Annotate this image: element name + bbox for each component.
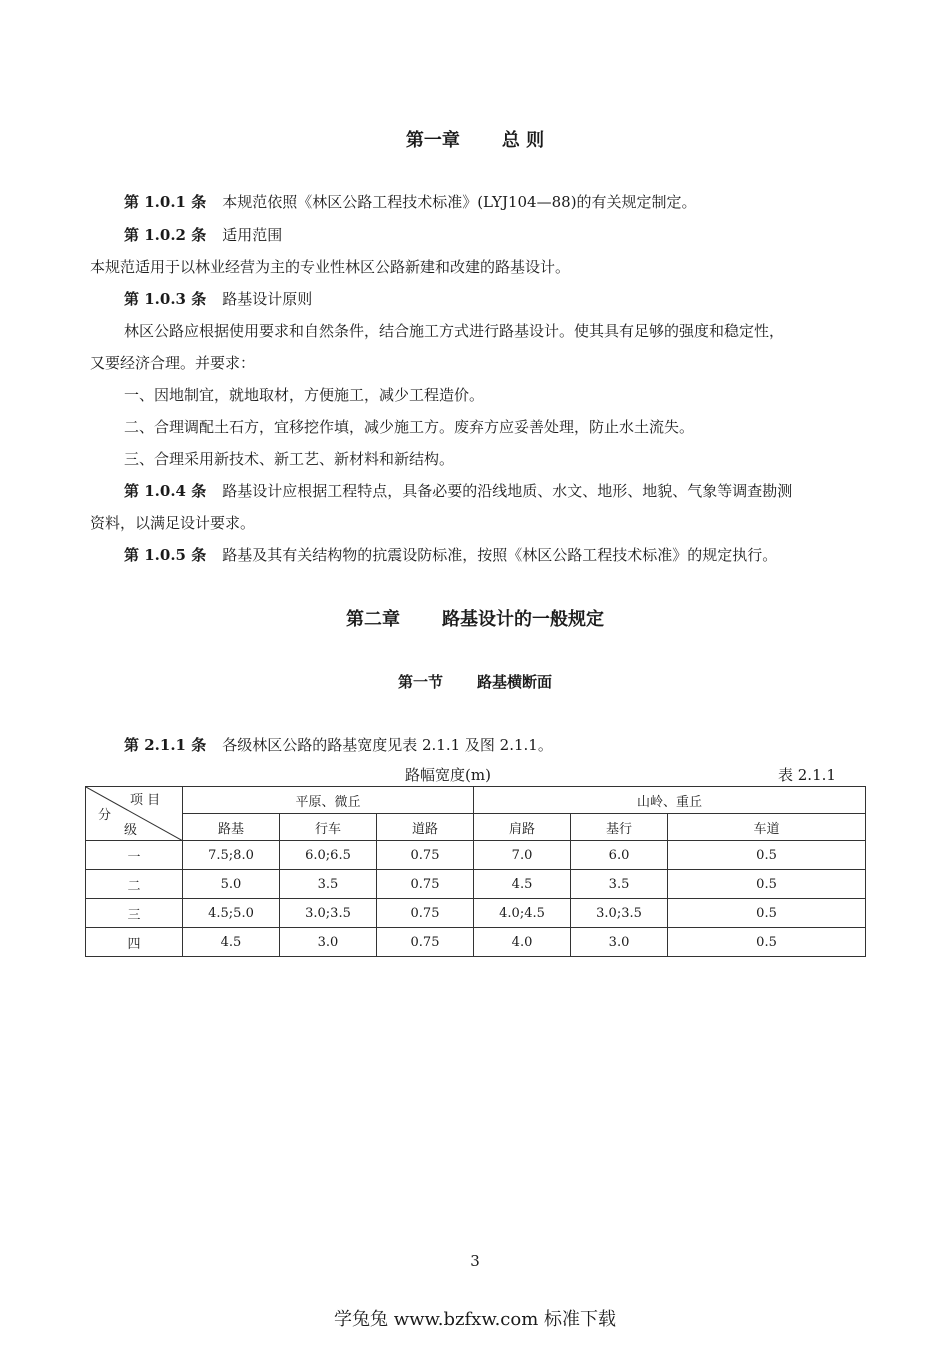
table-cell: 3.0;3.5 — [571, 899, 668, 928]
article-label: 第 1.0.5 条 — [124, 546, 207, 564]
article-text: 路基及其有关结构物的抗震设防标准，按照《林区公路工程技术标准》的规定执行。 — [222, 546, 778, 564]
table-cell: 0.5 — [668, 928, 866, 957]
column-header: 道路 — [377, 814, 474, 841]
list-item-1: 一、因地制宜，就地取材，方便施工，减少工程造价。 — [124, 386, 485, 404]
article-label: 第 1.0.1 条 — [124, 193, 207, 211]
chapter-2-number: 第二章 — [346, 609, 400, 630]
table-row — [86, 841, 866, 870]
column-header: 肩路 — [474, 814, 571, 841]
table-row — [86, 899, 866, 928]
grade-cell: 四 — [86, 928, 183, 957]
chapter-2-title: 路基设计的一般规定 — [442, 609, 604, 630]
table-cell: 4.5;5.0 — [183, 899, 280, 928]
page-number: 3 — [470, 1252, 480, 1270]
table-caption: 路幅宽度(m) — [405, 766, 491, 784]
paragraph-scope: 本规范适用于以林业经营为主的专业性林区公路新建和改建的路基设计。 — [90, 258, 571, 276]
column-header: 路基 — [183, 814, 280, 841]
corner-bottom-label: 级 — [124, 823, 138, 838]
table-cell: 4.0 — [474, 928, 571, 957]
corner-mid-label: 分 — [98, 808, 112, 823]
table-cell: 4.5 — [474, 870, 571, 899]
table-cell: 3.0 — [571, 928, 668, 957]
article-1-0-4-continuation: 资料，以满足设计要求。 — [90, 514, 256, 532]
article-1-0-3 — [124, 289, 870, 309]
table-cell: 0.5 — [668, 899, 866, 928]
table-cell: 7.0 — [474, 841, 571, 870]
group-header-mountain: 山岭、重丘 — [474, 787, 866, 814]
article-1-0-1 — [124, 192, 870, 212]
grade-cell: 二 — [86, 870, 183, 899]
table-cell: 3.0 — [280, 928, 377, 957]
section-1-number: 第一节 — [397, 673, 443, 691]
section-1-heading — [0, 671, 950, 692]
article-text: 适用范围 — [222, 226, 283, 244]
paragraph-principle-line-1: 林区公路应根据使用要求和自然条件，结合施工方式进行路基设计。使其具有足够的强度和稳定性， — [124, 322, 785, 340]
article-label: 第 1.0.4 条 — [124, 482, 207, 500]
list-item-2: 二、合理调配土石方，宜移挖作填，减少施工方。废弃方应妥善处理，防止水土流失。 — [124, 418, 695, 436]
column-header: 基行 — [571, 814, 668, 841]
column-header: 车道 — [668, 814, 866, 841]
list-item-3: 三、合理采用新技术、新工艺、新材料和新结构。 — [124, 450, 455, 468]
article-1-0-2 — [124, 225, 870, 245]
table-cell: 5.0 — [183, 870, 280, 899]
section-1-title: 路基横断面 — [477, 673, 553, 691]
chapter-1-title: 总 则 — [501, 130, 545, 151]
grade-cell: 一 — [86, 841, 183, 870]
table-cell: 0.75 — [377, 870, 474, 899]
article-text: 路基设计应根据工程特点，具备必要的沿线地质、水文、地形、地貌、气象等调查勘测 — [222, 482, 793, 500]
table-cell: 6.0;6.5 — [280, 841, 377, 870]
grade-cell: 三 — [86, 899, 183, 928]
table-row — [86, 928, 866, 957]
table-subheader-row — [86, 814, 866, 841]
table-cell: 6.0 — [571, 841, 668, 870]
article-label: 第 1.0.3 条 — [124, 290, 207, 308]
column-header: 行车 — [280, 814, 377, 841]
table-header-row — [86, 787, 866, 814]
chapter-1-heading — [0, 126, 950, 152]
paragraph-principle-line-2: 又要经济合理。并要求： — [90, 354, 256, 372]
table-number: 表 2.1.1 — [778, 766, 836, 784]
article-label: 第 2.1.1 条 — [124, 736, 207, 754]
table-cell: 0.75 — [377, 841, 474, 870]
article-text: 路基设计原则 — [222, 290, 313, 308]
table-corner-cell — [86, 787, 183, 841]
table-cell: 0.5 — [668, 870, 866, 899]
table-cell: 3.0;3.5 — [280, 899, 377, 928]
table-cell: 4.5 — [183, 928, 280, 957]
article-text: 各级林区公路的路基宽度见表 2.1.1 及图 2.1.1。 — [222, 736, 553, 754]
table-cell: 3.5 — [280, 870, 377, 899]
article-label: 第 1.0.2 条 — [124, 226, 207, 244]
table-cell: 3.5 — [571, 870, 668, 899]
table-cell: 4.0;4.5 — [474, 899, 571, 928]
table-cell: 0.75 — [377, 899, 474, 928]
footer-watermark: 学兔兔 www.bzfxw.com 标准下载 — [333, 1309, 617, 1330]
table-cell: 0.5 — [668, 841, 866, 870]
table-cell: 7.5;8.0 — [183, 841, 280, 870]
chapter-2-heading — [0, 605, 950, 631]
article-text: 本规范依照《林区公路工程技术标准》(LYJ104—88)的有关规定制定。 — [222, 193, 697, 211]
road-width-table — [85, 786, 866, 957]
article-1-0-4 — [124, 481, 870, 501]
corner-top-label: 项 目 — [130, 793, 161, 808]
article-1-0-5 — [124, 545, 870, 565]
table-row — [86, 870, 866, 899]
chapter-1-number: 第一章 — [405, 130, 460, 151]
group-header-plain: 平原、微丘 — [183, 787, 474, 814]
table-cell: 0.75 — [377, 928, 474, 957]
article-2-1-1 — [124, 735, 870, 755]
